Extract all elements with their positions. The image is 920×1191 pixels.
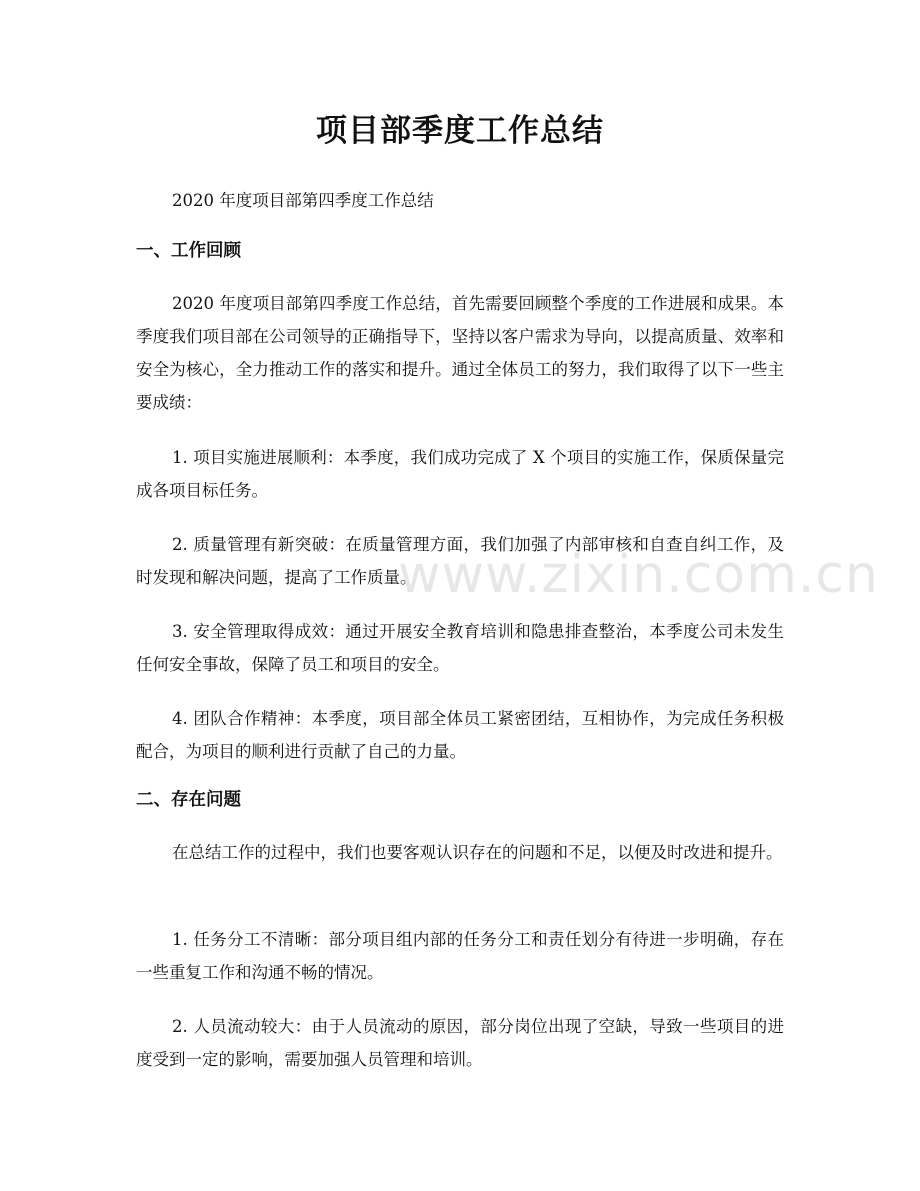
section1-item-2: 2. 质量管理有新突破：在质量管理方面，我们加强了内部审核和自查自纠工作，及时发现和解决问题，提高了工作质量。 <box>136 535 784 587</box>
section1-item-4: 4. 团队合作精神：本季度，项目部全体员工紧密团结，互相协作，为完成任务积极配合，为项目的顺利进行贡献了自己的力量。 <box>136 709 784 761</box>
section1-item-3: 3. 安全管理取得成效：通过开展安全教育培训和隐患排查整治，本季度公司未发生任何安全事故，保障了员工和项目的安全。 <box>136 622 784 674</box>
section1-item-1: 1. 项目实施进展顺利：本季度，我们成功完成了 X 个项目的实施工作，保质保量完成各项目标任务。 <box>136 448 784 500</box>
section2-intro-paragraph: 在总结工作的过程中，我们也要客观认识存在的问题和不足，以便及时改进和提升。 <box>172 843 783 862</box>
watermark-text: www.zixin.com.cn <box>398 545 879 605</box>
section2-item-1: 1. 任务分工不清晰：部分项目组内部的任务分工和责任划分有待进一步明确，存在一些重复工作和沟通不畅的情况。 <box>136 930 784 982</box>
document-title: 项目部季度工作总结 <box>316 113 604 149</box>
section-heading-work-review: 一、工作回顾 <box>136 241 241 261</box>
section-heading-existing-problems: 二、存在问题 <box>136 790 241 810</box>
section1-intro-paragraph: 2020 年度项目部第四季度工作总结，首先需要回顾整个季度的工作进展和成果。本季度我们项目部在公司领导的正确指导下，坚持以客户需求为导向，以提高质量、效率和安全为核心，全力推动工作的落实和提升。通过全体员工的努力，我们取得了以下一些主要成绩： <box>136 294 784 412</box>
document-subtitle: 2020 年度项目部第四季度工作总结 <box>172 191 434 210</box>
section2-item-2: 2. 人员流动较大：由于人员流动的原因，部分岗位出现了空缺，导致一些项目的进度受到一定的影响，需要加强人员管理和培训。 <box>136 1017 784 1069</box>
